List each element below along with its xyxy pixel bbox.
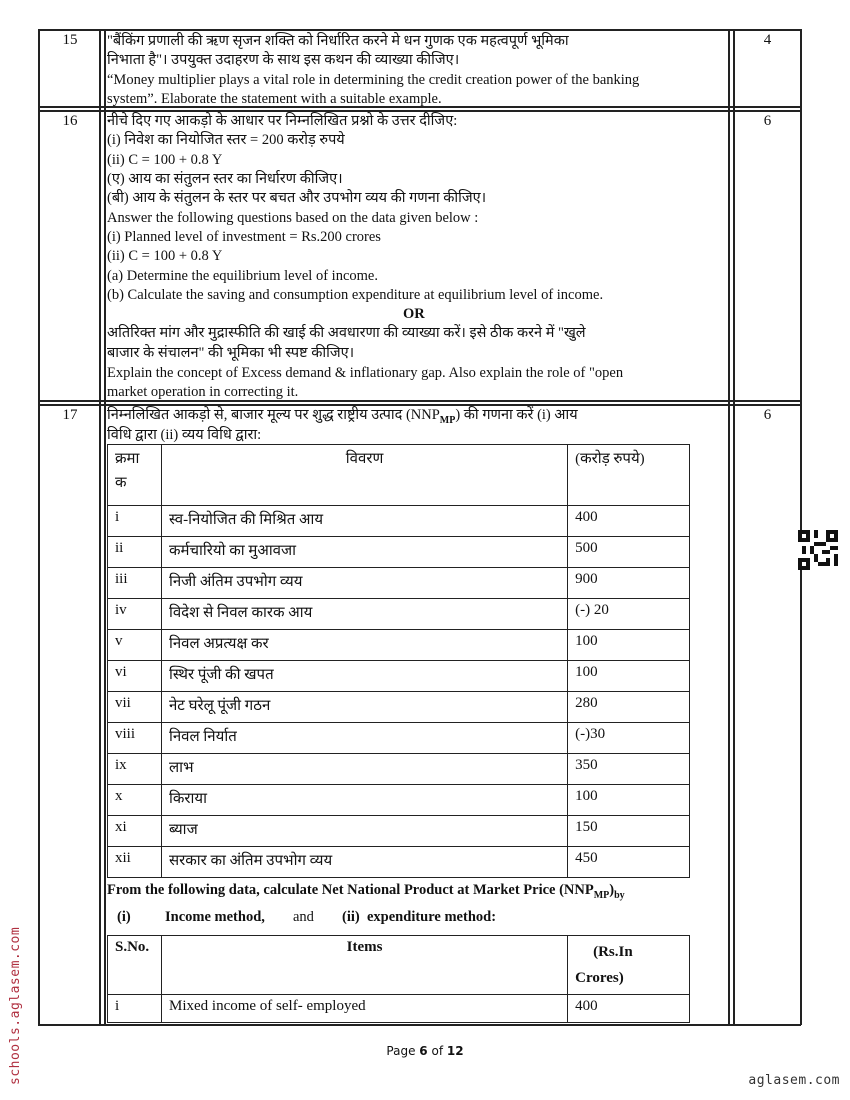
cell-item: स्व-नियोजित की मिश्रित आय: [161, 506, 567, 537]
q16-line: (ए) आय का संतुलन स्तर का निर्धारण कीजिए।: [107, 171, 343, 187]
cell-item: नेट घरेलू पूंजी गठन: [161, 692, 567, 723]
cell-serial: vi: [108, 661, 162, 692]
table-row: [108, 754, 690, 785]
q16-line: (b) Calculate the saving and consumption expenditure at equilibrium level of income.: [107, 287, 604, 303]
table-row: [108, 723, 690, 754]
page-footer: [0, 1044, 850, 1058]
table-header-row: [108, 445, 690, 506]
q16-marks: 6: [763, 113, 772, 129]
cell-value: 500: [568, 537, 690, 568]
q16-line: (i) Planned level of investment = Rs.200 crores: [107, 229, 381, 245]
cell-value: (-)30: [568, 723, 690, 754]
q17-english-intro-end: ): [609, 882, 615, 898]
cell-serial: x: [108, 785, 162, 816]
cell-value: 100: [568, 785, 690, 816]
cell-value: 150: [568, 816, 690, 847]
cell-item: कर्मचारियो का मुआवजा: [161, 537, 567, 568]
cell-serial: i: [108, 506, 162, 537]
cell-serial: vii: [108, 692, 162, 723]
header-serial-part2: क: [115, 475, 127, 491]
cell-item: निवल अप्रत्यक्ष कर: [161, 630, 567, 661]
q17-english-intro-sub: MP: [593, 889, 610, 901]
cell-serial: iv: [108, 599, 162, 630]
col-sep-1a: [99, 29, 101, 1025]
cell-value: 100: [568, 630, 690, 661]
cell-serial: i: [108, 995, 162, 1023]
cell-item: स्थिर पूंजी की खपत: [161, 661, 567, 692]
q17-number: 17: [62, 407, 78, 423]
cell-serial: xi: [108, 816, 162, 847]
cell-item: लाभ: [161, 754, 567, 785]
q15-hindi-line2: निभाता है"। उपयुक्त उदाहरण के साथ इस कथन की व्याख्या कीजिए।: [107, 52, 460, 68]
cell-item: ब्याज: [161, 816, 567, 847]
cell-value: 280: [568, 692, 690, 723]
q16-line: (ii) C = 100 + 0.8 Y: [107, 152, 223, 168]
frame-top: [38, 29, 801, 31]
frame-left: [38, 29, 40, 1025]
table-row: [108, 568, 690, 599]
table-row: [108, 995, 690, 1023]
q16-line: (i) निवेश का नियोजित स्तर = 200 करोड़ रुपये: [107, 132, 345, 148]
q17-hindi-intro-end: ) की गणना करें (i) आय: [455, 407, 578, 423]
table-row: [108, 661, 690, 692]
cell-value: 450: [568, 847, 690, 878]
footer-page-num: 6: [419, 1044, 428, 1058]
header-items: Items: [161, 936, 567, 995]
header-description: विवरण: [161, 445, 567, 506]
col-sep-1b: [104, 29, 106, 1025]
cell-value: 900: [568, 568, 690, 599]
q16-or-line: अतिरिक्त मांग और मुद्रास्फीति की खाई की अवधारणा की व्याख्या करें। इसे ठीक करने में "खुले: [107, 325, 586, 341]
cell-item: किराया: [161, 785, 567, 816]
footer-total: 12: [446, 1044, 464, 1058]
q15-english-line1: “Money multiplier plays a vital role in determining the credit creation power of the banking: [107, 72, 640, 88]
footer-of-word: of: [431, 1044, 444, 1058]
cell-item: विदेश से निवल कारक आय: [161, 599, 567, 630]
q17-hindi-intro-sub: MP: [439, 414, 456, 426]
table-row: [108, 847, 690, 878]
q16-line: Answer the following questions based on the data given below :: [107, 210, 479, 226]
frame-bottom: [38, 1024, 801, 1026]
cell-serial: ii: [108, 537, 162, 568]
table-row: [108, 599, 690, 630]
q16-line: (बी) आय के संतुलन के स्तर पर बचत और उपभोग व्यय की गणना कीजिए।: [107, 190, 487, 206]
q17-method-ii: expenditure method:: [367, 909, 497, 925]
cell-serial: ix: [108, 754, 162, 785]
qr-code-icon: [798, 530, 838, 570]
cell-value: 400: [568, 506, 690, 537]
q17-method-i: Income method,: [165, 909, 265, 925]
q17-english-intro-text: From the following data, calculate Net National Product at Market Price (NNP: [107, 882, 594, 898]
header-unit: (करोड़ रुपये): [568, 445, 690, 506]
cell-value: 100: [568, 661, 690, 692]
q17-method-and: and: [293, 909, 314, 925]
q17-english-table: [107, 935, 690, 1023]
cell-item: सरकार का अंतिम उपभोग व्यय: [161, 847, 567, 878]
cell-serial: viii: [108, 723, 162, 754]
q16-or-line: Explain the concept of Excess demand & inflationary gap. Also explain the role of "open: [107, 365, 624, 381]
table-row: [108, 537, 690, 568]
q17-hindi-intro-text: निम्नलिखित आकड़ो से, बाजार मूल्य पर शुद्ध राष्ट्रीय उत्पाद (NNP: [107, 407, 440, 423]
q15-marks: 4: [763, 32, 772, 48]
q17-english-intro-by: by: [614, 889, 625, 901]
q17-hindi-table: [107, 444, 690, 878]
table-row: [108, 506, 690, 537]
cell-item: निवल निर्यात: [161, 723, 567, 754]
cell-value: (-) 20: [568, 599, 690, 630]
q17-method-ii-label: (ii): [342, 909, 360, 925]
q17-method-i-label: (i): [117, 909, 131, 925]
table-row: [108, 816, 690, 847]
header-unit: [568, 936, 690, 995]
q16-or-line: market operation in correcting it.: [107, 384, 299, 400]
col-sep-2b: [733, 29, 735, 1025]
q16-line: (ii) C = 100 + 0.8 Y: [107, 248, 223, 264]
table-row: [108, 630, 690, 661]
q16-number: 16: [62, 113, 78, 129]
q15-english-line2: system”. Elaborate the statement with a suitable example.: [107, 91, 442, 107]
table-row: [108, 692, 690, 723]
col-sep-2a: [728, 29, 730, 1025]
q16-line: नीचे दिए गए आकड़ो के आधार पर निम्नलिखित प्रश्नो के उत्तर दीजिए:: [107, 113, 458, 129]
q15-number: 15: [62, 32, 78, 48]
cell-value: 400: [568, 995, 690, 1023]
frame-right: [800, 29, 802, 1025]
q17-hindi-intro-line2: विधि द्वारा (ii) व्यय विधि द्वारा:: [107, 427, 262, 443]
footer-page-word: Page: [386, 1044, 416, 1058]
table-header-row: [108, 936, 690, 995]
cell-serial: v: [108, 630, 162, 661]
watermark-right: aglasem.com: [748, 1073, 840, 1088]
header-unit-line2: Crores): [575, 970, 624, 986]
header-sno: S.No.: [108, 936, 162, 995]
table-row: [108, 785, 690, 816]
q17-english-intro: [107, 881, 625, 905]
cell-value: 350: [568, 754, 690, 785]
header-unit-line1: (Rs.In: [593, 944, 633, 960]
q15-hindi-line1: "बैंकिंग प्रणाली की ऋण सृजन शक्ति को निर्धारित करने मे धन गुणक एक महत्वपूर्ण भूमिका: [107, 33, 569, 49]
header-serial: [108, 445, 162, 506]
q17-marks: 6: [763, 407, 772, 423]
q16-or-label: OR: [403, 306, 425, 322]
cell-serial: xii: [108, 847, 162, 878]
cell-serial: iii: [108, 568, 162, 599]
watermark-left: schools.aglasem.com: [8, 926, 23, 1085]
q16-line: (a) Determine the equilibrium level of income.: [107, 268, 378, 284]
cell-item: निजी अंतिम उपभोग व्यय: [161, 568, 567, 599]
cell-item: Mixed income of self- employed: [161, 995, 567, 1023]
header-serial-part1: क्रमा: [115, 451, 140, 467]
q16-or-line: बाजार के संचालन" की भूमिका भी स्पष्ट कीजिए।: [107, 345, 355, 361]
